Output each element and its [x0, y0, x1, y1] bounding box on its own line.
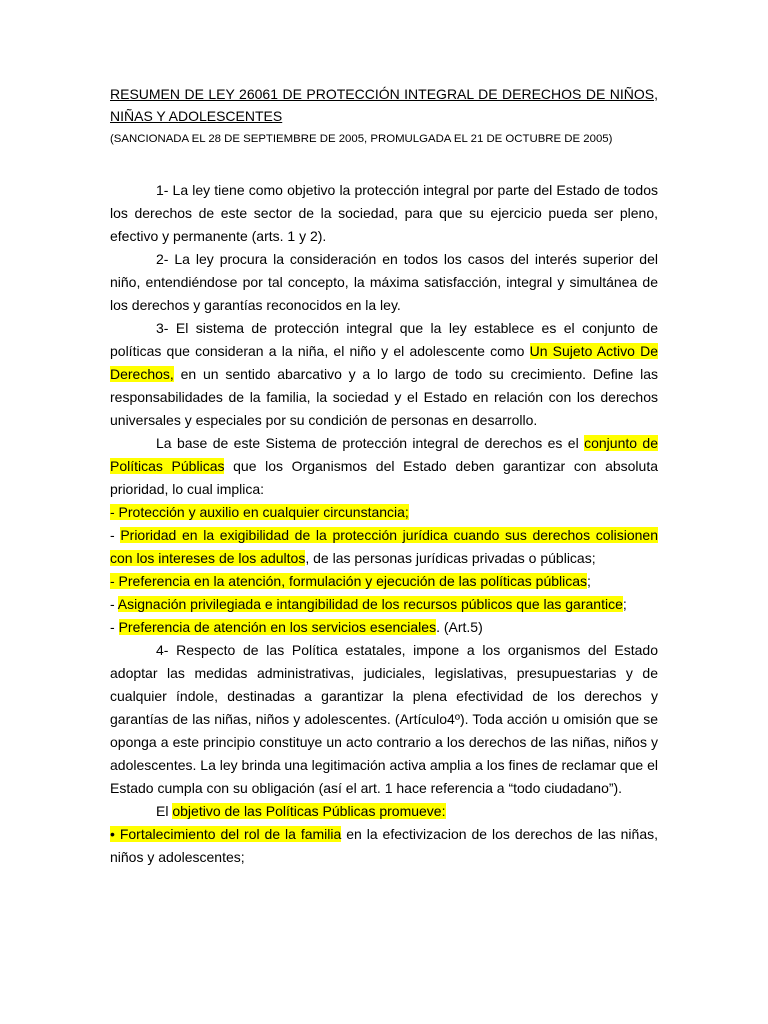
list-item-highlight: • Fortalecimiento del rol de la familia — [110, 826, 342, 842]
list-item-prefix: - — [110, 527, 121, 543]
list-item-highlight: - Protección y auxilio en cualquier circunstancia; — [110, 504, 409, 520]
paragraph-2: 2- La ley procura la consideración en todos los casos del interés superior del niño, entendiéndose por tal concepto, la máxima satisfacción, integral y simultánea de los derechos y garantías reconocidos en la ley. — [110, 251, 658, 313]
list-item — [110, 501, 658, 524]
paragraph-4-text-a: La base de este Sistema de protección integral de derechos es el — [156, 435, 585, 451]
document-title: RESUMEN DE LEY 26061 DE PROTECCIÓN INTEGRAL DE DERECHOS DE NIÑOS, NIÑAS Y ADOLESCENTES — [110, 86, 658, 124]
paragraph-5: 4- Respecto de las Política estatales, impone a los organismos del Estado adoptar las medidas administrativas, judiciales, legislativas, presupuestarias y de cualquier índole, destinadas a garantizar la plena efectividad de los derechos y garantías de las niñas, niños y adolescentes. (Artículo4º). Toda acción u omisión que se oponga a este principio constituye un acto contrario a los derechos de las niñas, niños y adolescentes. La ley brinda una legitimación activa amplia a los fines de reclamar que el Estado cumpla con su obligación (así el art. 1 hace referencia a “todo ciudadano”). — [110, 642, 658, 796]
list-item — [110, 823, 658, 869]
list-item-highlight: Asignación privilegiada e intangibilidad de los recursos públicos que las garantice — [117, 596, 623, 612]
objectives-list — [110, 823, 658, 869]
list-item-suffix: ; — [622, 596, 627, 612]
paragraph-6-highlight: objetivo de las Políticas Públicas promueve: — [172, 803, 446, 819]
list-item — [110, 570, 658, 593]
paragraph-3 — [110, 317, 658, 432]
list-item-highlight: - Preferencia en la atención, formulación y ejecución de las políticas públicas — [110, 573, 588, 589]
paragraph-4-text-b: que los Organismos del Estado deben garantizar con absoluta prioridad, lo cual implica: — [110, 458, 659, 497]
paragraph-3-text-b: en un sentido abarcativo y a lo largo de todo su crecimiento. Define las responsabilidades de la familia, la sociedad y el Estado en relación con los derechos universales y especiales por su condición de personas en desarrollo. — [110, 366, 658, 428]
paragraph-6 — [110, 800, 658, 823]
list-item-suffix: . (Art.5) — [436, 619, 483, 635]
list-item-suffix: , de las personas jurídicas privadas o públicas; — [305, 550, 596, 566]
list-item-suffix: ; — [587, 573, 591, 589]
document-page — [110, 83, 658, 869]
list-item-highlight: Preferencia de atención en los servicios esenciales — [118, 619, 437, 635]
paragraph-3-text-a: 3- El sistema de protección integral que la ley establece es el conjunto de políticas que consideran a la niña, el niño y el adolescente como — [110, 320, 658, 359]
paragraph-3-highlight: Un Sujeto Activo De Derechos, — [110, 343, 659, 382]
list-item — [110, 593, 658, 616]
implications-list — [110, 501, 658, 639]
document-subtitle: (SANCIONADA EL 28 DE SEPTIEMBRE DE 2005, PROMULGADA EL 21 DE OCTUBRE DE 2005) — [110, 133, 613, 145]
list-item-prefix: - — [110, 619, 119, 635]
list-item-suffix: en la efectivizacion de los derechos de las niñas, niños y adolescentes; — [110, 826, 659, 865]
paragraph-4-highlight: conjunto de Políticas Públicas — [110, 435, 658, 474]
list-item-prefix: - — [110, 596, 118, 612]
document-body — [110, 179, 658, 869]
list-item-highlight: Prioridad en la exigibilidad de la protección jurídica cuando sus derechos colisionen con los intereses de los adultos — [110, 527, 658, 566]
paragraph-6-text-a: El — [156, 803, 173, 819]
list-item — [110, 616, 658, 639]
paragraph-1: 1- La ley tiene como objetivo la protección integral por parte del Estado de todos los derechos de este sector de la sociedad, para que su ejercicio pueda ser pleno, efectivo y permanente (arts. 1 y 2). — [110, 182, 658, 244]
list-item — [110, 524, 658, 570]
paragraph-4 — [110, 432, 658, 501]
